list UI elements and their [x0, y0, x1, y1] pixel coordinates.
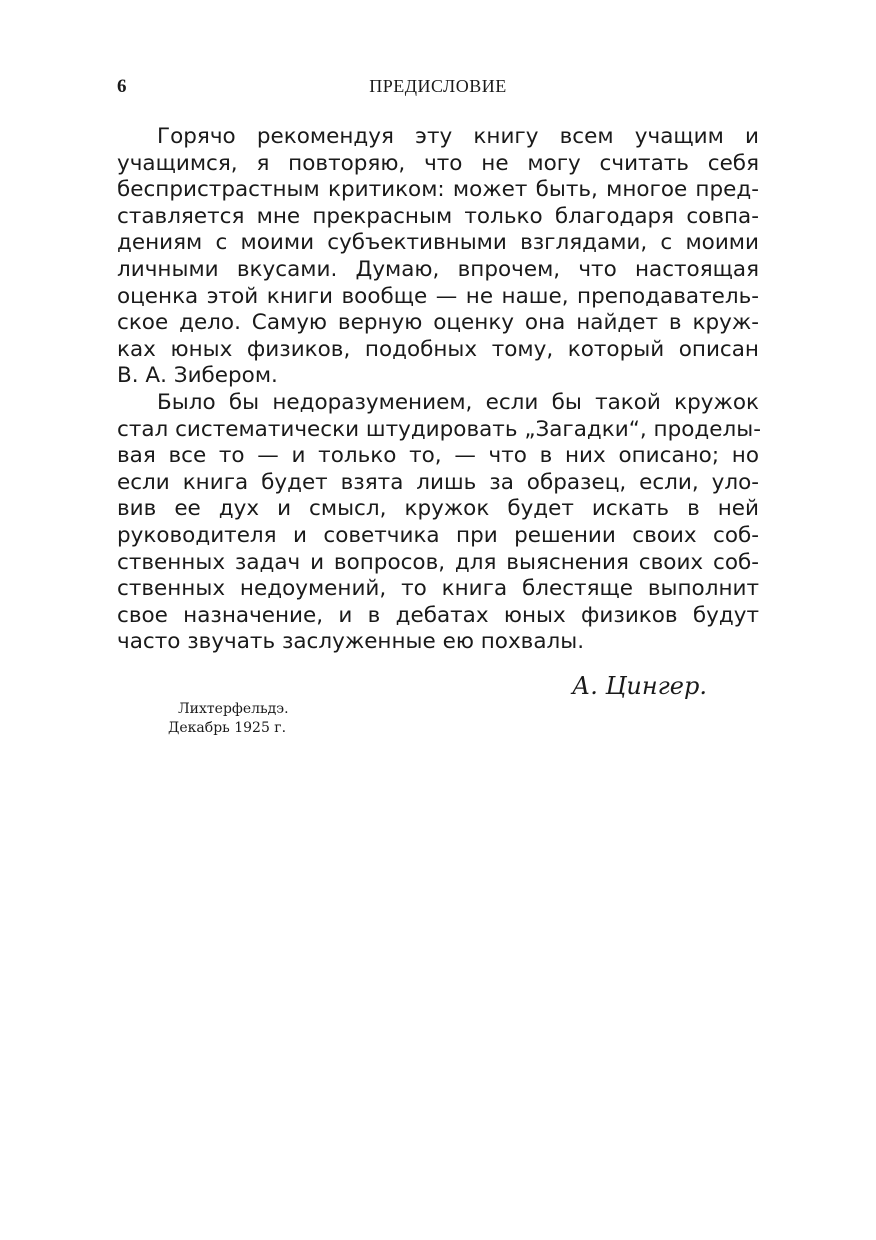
paragraph-2-line-6: руководителя и советчика при решении своих соб-	[117, 522, 759, 548]
paragraph-2-line-5: вив ее дух и смысл, кружок будет искать в ней	[117, 496, 759, 522]
paragraph-2-line-1: Было бы недоразумением, если бы такой кружок	[157, 389, 759, 415]
date-line: Декабрь 1925 г.	[168, 720, 287, 736]
paragraph-2-line-7: ственных задач и вопросов, для выяснения своих соб-	[117, 549, 759, 575]
paragraph-1-line-9: ках юных физиков, подобных тому, который описан	[117, 336, 759, 362]
paragraph-1-line-6: личными вкусами. Думаю, впрочем, что настоящая	[117, 256, 759, 282]
place-and-date	[168, 700, 289, 738]
paragraph-1-line-8: ское дело. Самую верную оценку она найдет в круж-	[117, 310, 759, 336]
paragraph-2-line-4: если книга будет взята лишь за образец, если, уло-	[117, 469, 759, 495]
paragraph-2-line-8: ственных недоумений, то книга блестяще выполнит	[117, 576, 759, 602]
paragraph-1-line-5: дениям с моими субъективными взглядами, с моими	[117, 230, 759, 256]
paragraph-1-line-7: оценка этой книги вообще — не наше, преподаватель-	[117, 283, 759, 309]
paragraph-1-line-1: Горячо рекомендуя эту книгу всем учащим и	[157, 124, 759, 149]
place-name: Лихтерфельдэ.	[178, 701, 289, 717]
paragraph-2-line-3: вая все то — и только то, — что в них описано; но	[117, 443, 759, 469]
paragraph-2-line-2: стал систематически штудировать „Загадки“, проделы-	[117, 416, 761, 442]
paragraph-1-line-2: учащимся, я повторяю, что не могу считать себя	[117, 150, 759, 176]
author-signature: А. Цингер.	[572, 672, 707, 700]
preface-body	[117, 124, 759, 656]
paragraph-2-line-10: часто звучать заслуженные ею похвалы.	[117, 629, 585, 655]
paragraph-1-line-10: В. А. Зибером.	[117, 363, 278, 389]
running-title: ПРЕДИСЛОВИЕ	[369, 76, 507, 96]
paragraph-2-line-9: свое назначение, и в дебатах юных физиков будут	[117, 602, 759, 628]
page-number: 6	[117, 76, 127, 97]
paragraph-1-line-4: ставляется мне прекрасным только благодаря совпа-	[117, 203, 759, 229]
paragraph-1-line-3: беспристрастным критиком: может быть, многое пред-	[117, 177, 759, 203]
